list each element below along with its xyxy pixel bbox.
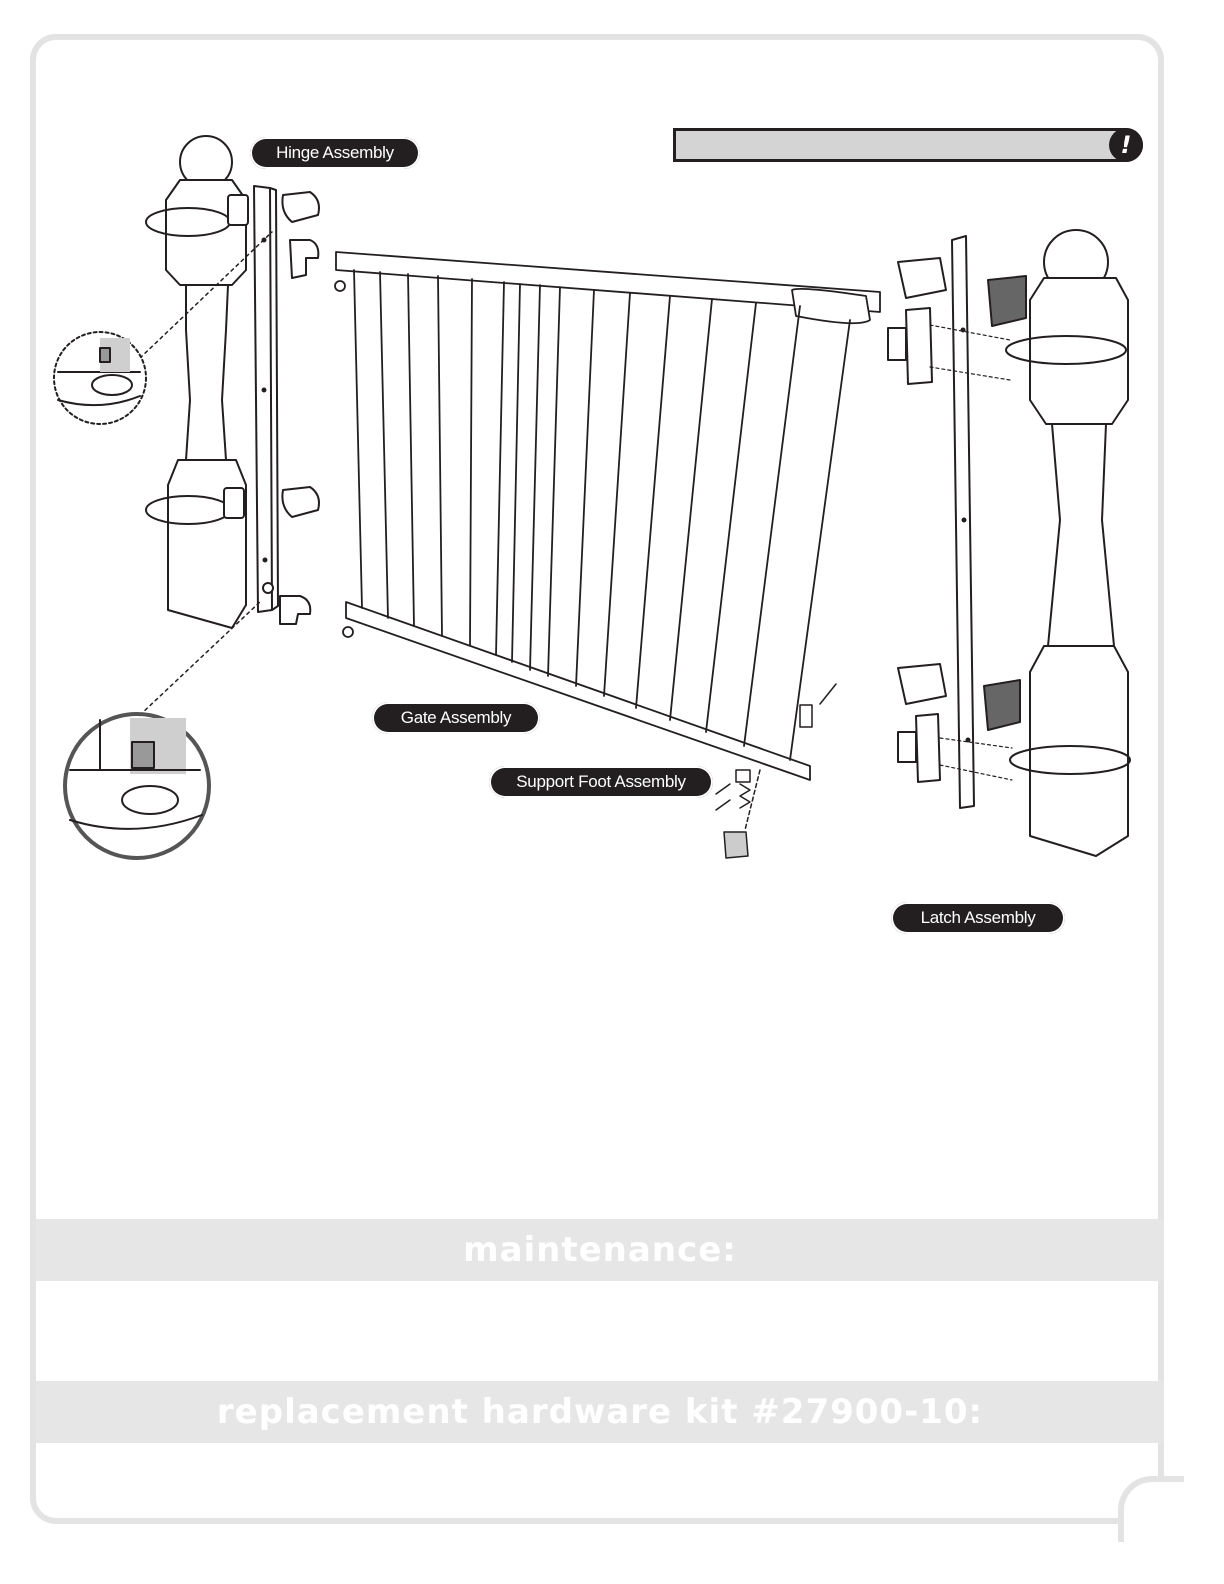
exclamation-icon: ! [1109,128,1143,162]
left-newel-post [146,136,248,628]
hinge-detail-small [54,332,146,424]
maintenance-heading: maintenance: [36,1219,1164,1281]
warning-bar [673,128,1143,162]
hinge-assembly-label: Hinge Assembly [250,137,420,169]
page-corner-tab [1118,1476,1184,1542]
replacement-hardware-heading: replacement hardware kit #27900-10: [36,1381,1164,1443]
gate-assembly-label: Gate Assembly [372,702,540,734]
latch-assembly-label: Latch Assembly [891,902,1065,934]
gate-panel [335,252,880,780]
right-newel-post [1006,230,1130,856]
latch-mounting-strip [888,236,1026,808]
hinge-detail-large [65,714,209,858]
support-foot-parts [716,684,836,858]
support-foot-assembly-label: Support Foot Assembly [489,766,713,798]
hinge-mounting-strip [254,186,319,624]
